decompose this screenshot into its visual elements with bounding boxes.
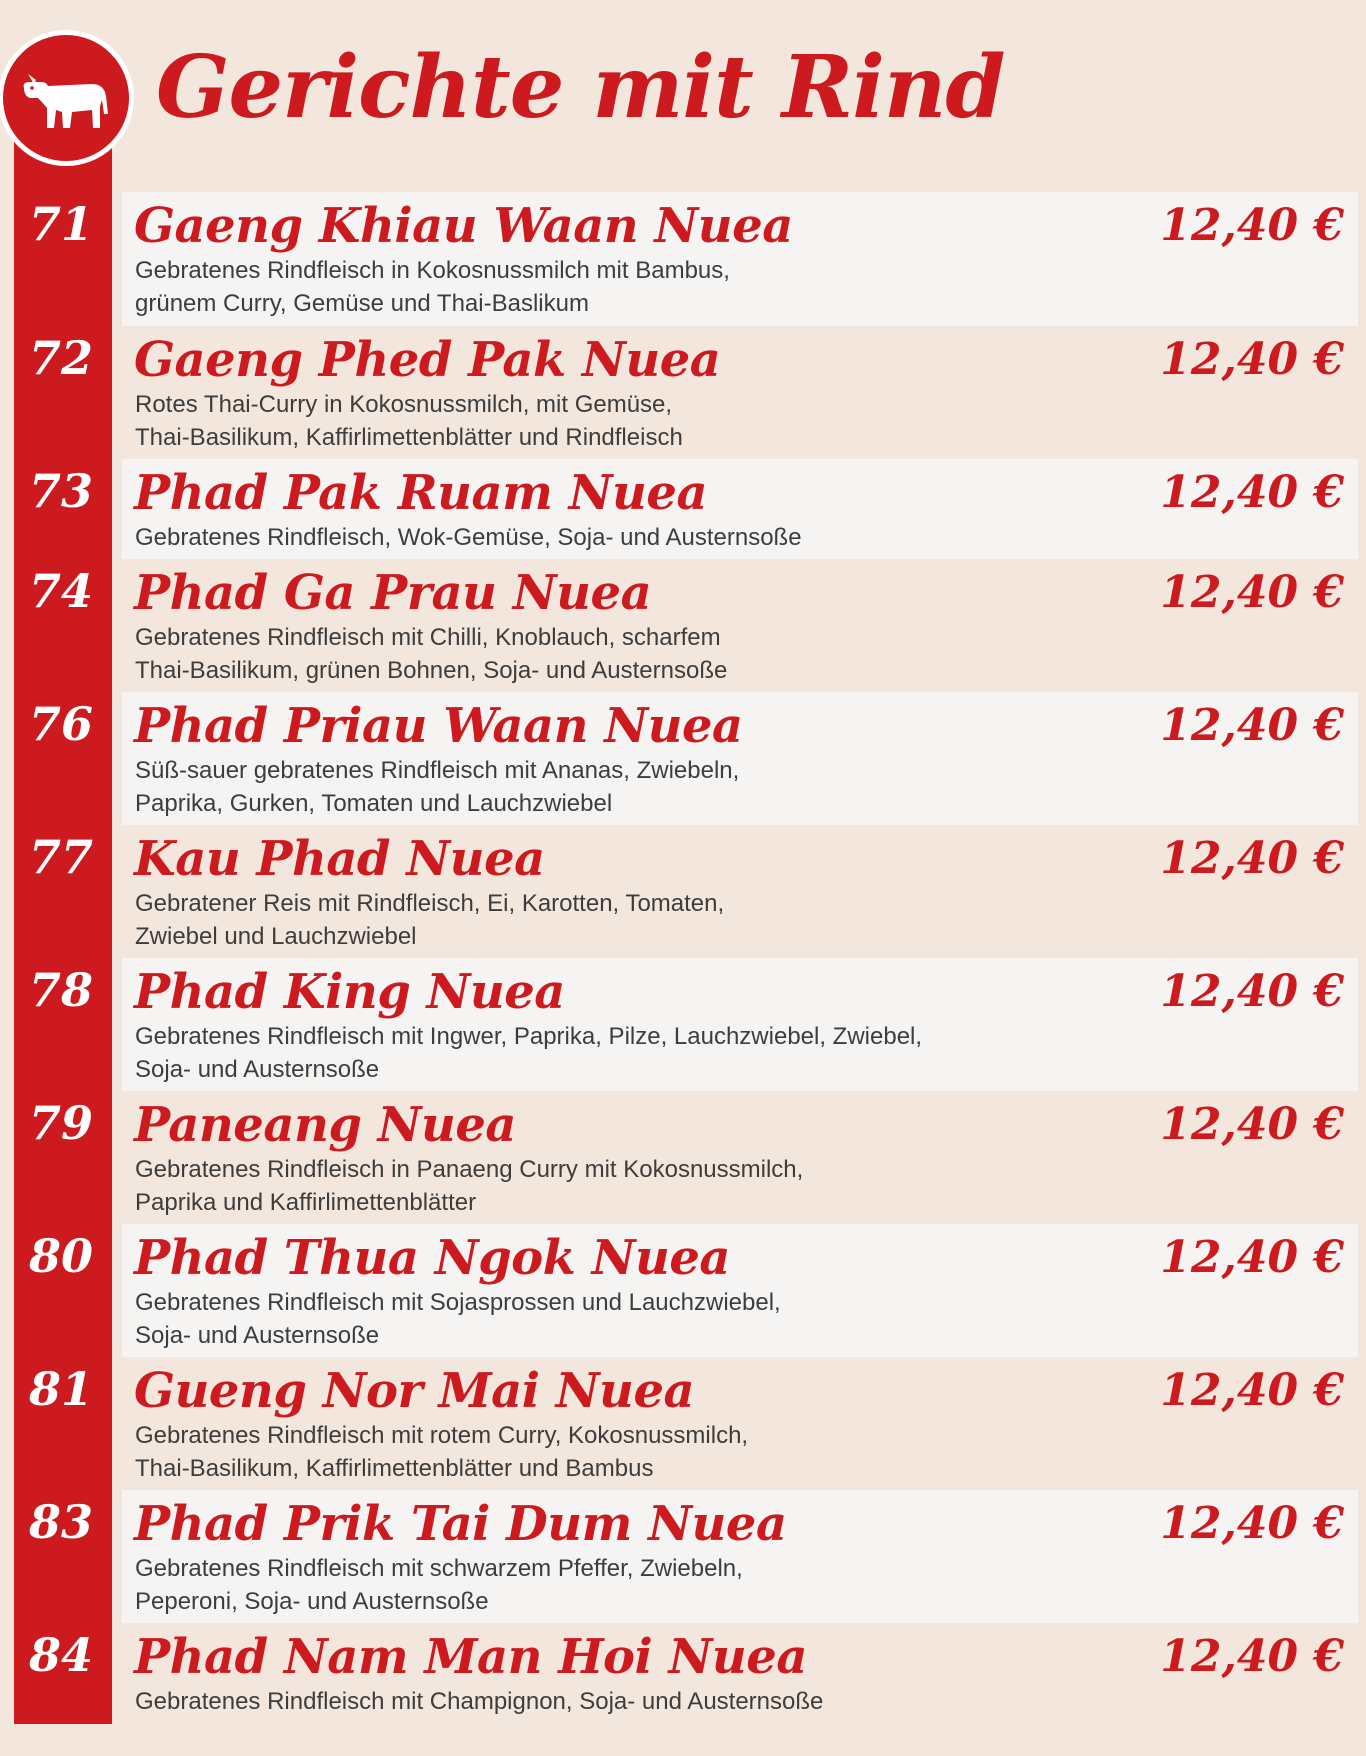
dish-description-line: Gebratenes Rindfleisch mit rotem Curry, Kokosnussmilch, xyxy=(135,1422,749,1449)
page-title: Gerichte mit Rind xyxy=(156,37,1005,138)
dish-description xyxy=(135,1552,1135,1618)
dish-description xyxy=(135,388,1135,454)
dish-description-line: Süß-sauer gebratenes Rindfleisch mit Ananas, Zwiebeln, xyxy=(135,757,740,784)
dish-name: Gaeng Khiau Waan Nuea xyxy=(134,198,793,254)
dish-number: 77 xyxy=(28,830,93,884)
dish-description-line: Gebratenes Rindfleisch in Kokosnussmilch mit Bambus, xyxy=(135,257,730,284)
menu-item xyxy=(28,1623,1358,1723)
dish-name: Phad Prik Tai Dum Nuea xyxy=(134,1496,787,1552)
dish-number: 84 xyxy=(28,1628,93,1682)
menu-item xyxy=(28,192,1358,326)
dish-price: 12,40 € xyxy=(1160,567,1344,618)
dish-number: 79 xyxy=(28,1096,93,1150)
dish-number: 74 xyxy=(28,564,93,618)
menu-item xyxy=(28,825,1358,958)
dish-name: Phad Nam Man Hoi Nuea xyxy=(134,1629,807,1685)
dish-price: 12,40 € xyxy=(1160,833,1344,884)
dish-name: Paneang Nuea xyxy=(134,1097,517,1153)
dish-number: 81 xyxy=(28,1362,93,1416)
dish-number: 72 xyxy=(28,331,93,385)
dish-price: 12,40 € xyxy=(1160,467,1344,518)
menu-item xyxy=(28,1490,1358,1623)
dish-description xyxy=(135,754,1135,820)
dish-description xyxy=(135,521,1135,554)
dish-number: 76 xyxy=(28,697,93,751)
dish-description-line: grünem Curry, Gemüse und Thai-Baslikum xyxy=(135,290,589,317)
dish-description-line: Paprika, Gurken, Tomaten und Lauchzwiebel xyxy=(135,790,613,817)
dish-description xyxy=(135,1020,1135,1086)
dish-price: 12,40 € xyxy=(1160,1232,1344,1283)
menu-item xyxy=(28,1357,1358,1490)
dish-price: 12,40 € xyxy=(1160,1631,1344,1682)
dish-price: 12,40 € xyxy=(1160,1099,1344,1150)
dish-name: Phad King Nuea xyxy=(134,964,565,1020)
dish-description-line: Peperoni, Soja- und Austernsoße xyxy=(135,1588,489,1615)
menu-item xyxy=(28,692,1358,825)
dish-price: 12,40 € xyxy=(1160,700,1344,751)
dish-description xyxy=(135,621,1135,687)
dish-number: 80 xyxy=(28,1229,93,1283)
dish-name: Gueng Nor Mai Nuea xyxy=(134,1363,695,1419)
dish-price: 12,40 € xyxy=(1160,1498,1344,1549)
dish-description xyxy=(135,887,1135,953)
dish-description-line: Gebratenes Rindfleisch mit Champignon, Soja- und Austernsoße xyxy=(135,1688,824,1715)
dish-price: 12,40 € xyxy=(1160,334,1344,385)
dish-description xyxy=(135,1419,1135,1485)
dish-number: 78 xyxy=(28,963,93,1017)
dish-description-line: Soja- und Austernsoße xyxy=(135,1056,380,1083)
dish-number: 71 xyxy=(28,197,93,251)
menu-item xyxy=(28,326,1358,459)
dish-description-line: Gebratenes Rindfleisch mit schwarzem Pfeffer, Zwiebeln, xyxy=(135,1555,743,1582)
dish-description xyxy=(135,1286,1135,1352)
dish-description-line: Gebratenes Rindfleisch mit Sojasprossen und Lauchzwiebel, xyxy=(135,1289,781,1316)
dish-name: Gaeng Phed Pak Nuea xyxy=(134,332,721,388)
dish-description-line: Gebratenes Rindfleisch, Wok-Gemüse, Soja- und Austernsoße xyxy=(135,524,802,551)
dish-price: 12,40 € xyxy=(1160,966,1344,1017)
dish-description-line: Gebratenes Rindfleisch mit Ingwer, Paprika, Pilze, Lauchzwiebel, Zwiebel, xyxy=(135,1023,923,1050)
dish-price: 12,40 € xyxy=(1160,1365,1344,1416)
menu-item xyxy=(28,958,1358,1091)
dish-description-line: Gebratenes Rindfleisch mit Chilli, Knoblauch, scharfem xyxy=(135,624,721,651)
dish-description-line: Soja- und Austernsoße xyxy=(135,1322,380,1349)
dish-name: Phad Thua Ngok Nuea xyxy=(134,1230,731,1286)
dish-name: Phad Priau Waan Nuea xyxy=(134,698,743,754)
dish-description-line: Gebratener Reis mit Rindfleisch, Ei, Karotten, Tomaten, xyxy=(135,890,725,917)
dish-description-line: Thai-Basilikum, grünen Bohnen, Soja- und Austernsoße xyxy=(135,657,728,684)
dish-name: Phad Ga Prau Nuea xyxy=(134,565,652,621)
dish-price: 12,40 € xyxy=(1160,200,1344,251)
dish-name: Phad Pak Ruam Nuea xyxy=(134,465,708,521)
dish-description-line: Zwiebel und Lauchzwiebel xyxy=(135,923,417,950)
dish-description-line: Thai-Basilikum, Kaffirlimettenblätter und Bambus xyxy=(135,1455,654,1482)
dish-description-line: Gebratenes Rindfleisch in Panaeng Curry mit Kokosnussmilch, xyxy=(135,1156,804,1183)
dish-description xyxy=(135,254,1135,320)
menu-item xyxy=(28,559,1358,692)
dish-description-line: Thai-Basilikum, Kaffirlimettenblätter und Rindfleisch xyxy=(135,424,683,451)
menu-item xyxy=(28,1224,1358,1357)
dish-number: 73 xyxy=(28,464,93,518)
menu-item xyxy=(28,459,1358,559)
dish-description xyxy=(135,1153,1135,1219)
dish-description xyxy=(135,1685,1135,1718)
dish-description-line: Rotes Thai-Curry in Kokosnussmilch, mit Gemüse, xyxy=(135,391,673,418)
dish-number: 83 xyxy=(28,1495,93,1549)
dish-name: Kau Phad Nuea xyxy=(134,831,545,887)
menu-item xyxy=(28,1091,1358,1224)
dish-description-line: Paprika und Kaffirlimettenblätter xyxy=(135,1189,477,1216)
